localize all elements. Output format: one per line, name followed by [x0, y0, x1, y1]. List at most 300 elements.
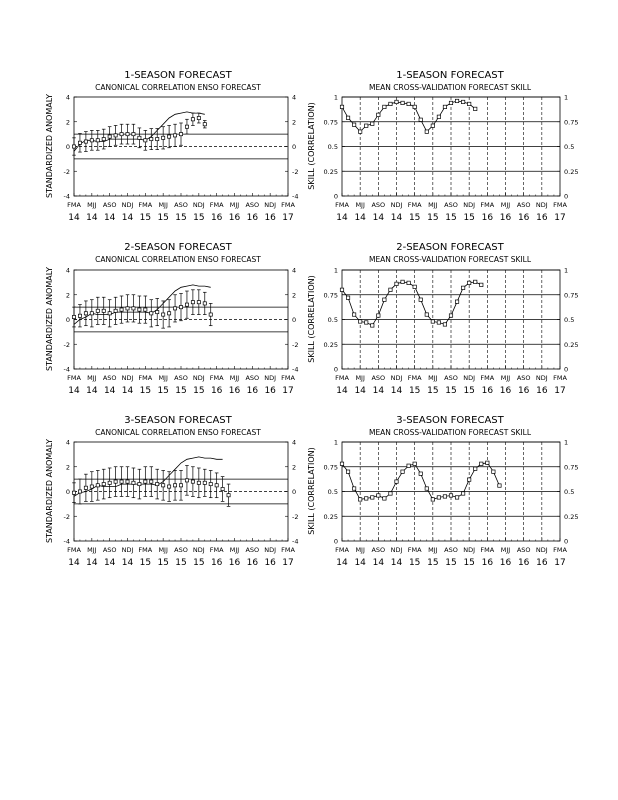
x-tick-label-season: FMA: [209, 374, 224, 382]
x-tick-label-year: 15: [445, 558, 457, 568]
y-tick-label: 0.25: [323, 167, 338, 176]
skill-point: [443, 105, 446, 108]
skill-point: [425, 130, 428, 133]
forecast-point: [72, 315, 75, 318]
x-tick-label-year: 17: [554, 213, 566, 223]
y-tick-label-right: 0.25: [564, 340, 579, 349]
x-tick-label-year: 16: [517, 213, 530, 223]
skill-point: [437, 115, 440, 118]
x-tick-label-season: MJJ: [229, 201, 240, 209]
forecast-point: [150, 137, 153, 140]
forecast-point: [173, 307, 176, 310]
forecast-point: [215, 484, 218, 487]
x-tick-label-year: 14: [354, 558, 366, 568]
x-tick-label-year: 17: [282, 213, 294, 223]
skill-point: [371, 496, 374, 499]
x-tick-label-season: FMA: [335, 374, 349, 382]
skill-point: [352, 123, 355, 126]
skill-point: [358, 320, 361, 323]
forecast-point: [84, 140, 87, 143]
forecast-point: [138, 308, 141, 311]
y-tick-label-right: 0.25: [564, 167, 579, 176]
x-tick-label-season: MJJ: [158, 201, 168, 209]
y-tick-label-right: 1: [564, 93, 569, 102]
skill-point: [455, 99, 458, 102]
y-tick-label: -4: [63, 365, 70, 374]
ylabel-right-3: SKILL (CORRELATION): [307, 447, 316, 535]
forecast-point: [132, 133, 135, 136]
x-tick-label-year: 16: [246, 558, 259, 568]
x-tick-label-season: FMA: [138, 546, 153, 554]
panel-subtitle-right-3: MEAN CROSS-VALIDATION FORECAST SKILL: [368, 428, 532, 437]
x-tick-label-season: MJJ: [428, 374, 438, 382]
skill-point: [461, 286, 464, 289]
x-tick-label-season: MJJ: [229, 546, 240, 554]
y-tick-label: -4: [63, 192, 70, 201]
forecast-point: [156, 482, 159, 485]
x-tick-label-year: 17: [554, 558, 566, 568]
x-tick-label-year: 14: [86, 558, 98, 568]
x-tick-label-year: 16: [481, 213, 494, 223]
skill-point: [474, 107, 477, 110]
x-tick-label-season: NDJ: [192, 374, 205, 382]
x-tick-label-year: 16: [246, 213, 259, 223]
anomaly-chart-1: [64, 94, 299, 224]
x-tick-label-season: MJJ: [355, 201, 365, 209]
skill-point: [467, 281, 470, 284]
skill-point: [474, 467, 477, 470]
y-tick-label: 2: [65, 463, 70, 472]
x-tick-label-year: 14: [68, 213, 80, 223]
x-tick-label-season: ASO: [245, 201, 260, 209]
forecast-point: [144, 139, 147, 142]
x-tick-label-season: NDJ: [121, 374, 134, 382]
y-tick-label-right: 0.5: [564, 488, 575, 496]
x-tick-label-season: ASO: [371, 374, 386, 382]
skill-point: [455, 496, 458, 499]
x-tick-label-year: 14: [121, 558, 134, 568]
skill-point: [383, 105, 386, 108]
x-tick-label-year: 15: [193, 386, 205, 396]
panel-title-left-2: 2-SEASON FORECAST: [124, 242, 232, 253]
forecast-point: [114, 480, 117, 483]
y-tick-label: 0: [65, 316, 70, 324]
x-tick-label-season: FMA: [281, 201, 295, 209]
x-tick-label-season: NDJ: [121, 201, 134, 209]
x-tick-label-season: MJJ: [355, 546, 365, 554]
x-tick-label-year: 16: [481, 386, 494, 396]
skill-point: [437, 321, 440, 324]
forecast-point: [156, 310, 159, 313]
x-tick-label-year: 16: [499, 213, 512, 223]
forecast-point: [78, 490, 81, 493]
forecast-point: [132, 481, 135, 484]
x-tick-label-season: NDJ: [264, 374, 277, 382]
x-tick-label-season: FMA: [67, 201, 81, 209]
skill-point: [486, 461, 489, 464]
x-tick-label-season: ASO: [174, 201, 188, 209]
observed-series-line: [74, 285, 211, 325]
x-tick-label-season: FMA: [281, 374, 295, 382]
x-tick-label-season: NDJ: [535, 201, 548, 209]
ylabel-left-3: STANDARDIZED ANOMALY: [45, 438, 54, 544]
skill-point: [377, 494, 380, 497]
y-tick-label-right: 1: [564, 438, 569, 447]
skill-point: [383, 497, 386, 500]
skill-point: [431, 320, 434, 323]
x-tick-label-year: 15: [408, 213, 421, 223]
panel-subtitle-left-1: CANONICAL CORRELATION ENSO FORECAST: [95, 83, 261, 92]
y-tick-label-right: 0.75: [564, 463, 579, 472]
y-tick-label-right: 0.5: [564, 316, 575, 324]
forecast-point: [191, 118, 194, 121]
forecast-point: [120, 480, 123, 483]
y-tick-label-right: 0.75: [564, 291, 579, 300]
x-tick-label-season: FMA: [67, 546, 81, 554]
forecast-point: [203, 481, 206, 484]
x-tick-label-year: 16: [536, 558, 548, 568]
x-tick-label-season: ASO: [371, 546, 386, 554]
x-tick-label-year: 16: [228, 558, 241, 568]
x-tick-label-year: 16: [536, 386, 548, 396]
x-tick-label-year: 16: [499, 386, 512, 396]
skill-point: [383, 298, 386, 301]
x-tick-label-year: 15: [463, 213, 475, 223]
skill-point: [437, 496, 440, 499]
skill-point: [365, 321, 368, 324]
y-tick-label-right: 4: [292, 266, 297, 275]
x-tick-label-year: 15: [193, 213, 205, 223]
skill-point: [492, 470, 495, 473]
y-tick-label-right: -2: [292, 512, 299, 521]
x-tick-label-season: ASO: [444, 374, 458, 382]
x-tick-label-year: 17: [282, 558, 294, 568]
forecast-point: [156, 137, 159, 140]
x-tick-label-season: FMA: [407, 201, 422, 209]
skill-point: [352, 313, 355, 316]
forecast-point: [120, 133, 123, 136]
forecast-point: [162, 136, 165, 139]
x-tick-label-year: 15: [193, 558, 205, 568]
x-tick-label-year: 17: [554, 386, 566, 396]
y-tick-label-right: 4: [292, 93, 297, 102]
skill-point: [455, 300, 458, 303]
y-tick-label: 4: [65, 93, 70, 102]
forecast-point: [168, 312, 171, 315]
x-tick-label-season: MJJ: [87, 201, 97, 209]
panel-subtitle-left-2: CANONICAL CORRELATION ENSO FORECAST: [95, 255, 261, 264]
x-tick-label-season: MJJ: [158, 546, 168, 554]
x-tick-label-year: 14: [86, 386, 98, 396]
panel-title-left-1: 1-SEASON FORECAST: [124, 70, 232, 81]
y-tick-label: 0: [65, 143, 70, 151]
panel-title-right-2: 2-SEASON FORECAST: [396, 242, 504, 253]
x-tick-label-season: FMA: [335, 546, 349, 554]
skill-point: [346, 470, 349, 473]
y-tick-label: 4: [65, 438, 70, 447]
forecast-point: [96, 484, 99, 487]
x-tick-label-year: 14: [103, 558, 116, 568]
forecast-point: [179, 484, 182, 487]
x-tick-label-season: ASO: [102, 201, 117, 209]
forecast-point: [209, 313, 212, 316]
forecast-point: [96, 309, 99, 312]
forecast-point: [114, 134, 117, 137]
x-tick-label-season: FMA: [281, 546, 295, 554]
x-tick-label-year: 16: [536, 213, 548, 223]
forecast-point: [179, 306, 182, 309]
skill-point: [413, 462, 416, 465]
x-tick-label-season: FMA: [138, 201, 153, 209]
skill-point: [449, 494, 452, 497]
y-tick-label: 0: [333, 192, 338, 201]
y-tick-label-right: 2: [292, 291, 297, 300]
forecast-point: [150, 312, 153, 315]
y-tick-label-right: 0: [292, 488, 297, 496]
x-tick-label-year: 16: [517, 386, 530, 396]
x-tick-label-year: 15: [427, 558, 439, 568]
y-tick-label: 0: [65, 488, 70, 496]
forecast-point: [78, 141, 81, 144]
skill-point: [419, 298, 422, 301]
x-tick-label-season: FMA: [480, 546, 495, 554]
x-tick-label-year: 16: [499, 558, 512, 568]
skill-point: [413, 105, 416, 108]
y-tick-label: 2: [65, 118, 70, 127]
y-tick-label: -2: [63, 512, 70, 521]
x-tick-label-season: ASO: [245, 374, 260, 382]
forecast-point: [114, 309, 117, 312]
x-tick-label-year: 14: [390, 558, 403, 568]
y-tick-label-right: 0: [292, 316, 297, 324]
skill-point: [480, 462, 483, 465]
skill-point: [461, 100, 464, 103]
x-tick-label-season: NDJ: [463, 374, 476, 382]
x-tick-label-season: MJJ: [87, 546, 97, 554]
y-tick-label-right: -2: [292, 167, 299, 176]
ylabel-left-1: STANDARDIZED ANOMALY: [45, 93, 54, 199]
skill-point: [431, 124, 434, 127]
y-tick-label-right: 1: [564, 266, 569, 275]
forecast-point: [72, 145, 75, 148]
x-tick-label-season: FMA: [335, 201, 349, 209]
x-tick-label-year: 15: [139, 213, 152, 223]
forecast-point: [102, 309, 105, 312]
anomaly-chart-2: [64, 267, 299, 397]
y-tick-label: 1: [333, 93, 338, 102]
skill-point: [389, 288, 392, 291]
x-tick-label-year: 14: [68, 386, 80, 396]
x-tick-label-year: 14: [336, 386, 348, 396]
y-tick-label: 0.25: [323, 340, 338, 349]
forecast-point: [197, 116, 200, 119]
x-tick-label-season: NDJ: [192, 201, 205, 209]
skill-chart-3: [324, 439, 579, 569]
x-tick-label-year: 15: [427, 386, 439, 396]
x-tick-label-season: MJJ: [158, 374, 168, 382]
skill-point: [449, 314, 452, 317]
x-tick-label-season: NDJ: [192, 546, 205, 554]
forecast-point: [126, 307, 129, 310]
skill-point: [449, 101, 452, 104]
skill-point: [340, 462, 343, 465]
forecast-point: [197, 301, 200, 304]
skill-point: [401, 101, 404, 104]
skill-point: [425, 313, 428, 316]
x-tick-label-year: 16: [264, 558, 276, 568]
forecast-point: [84, 312, 87, 315]
y-tick-label: 0: [333, 365, 338, 374]
x-tick-label-season: MJJ: [500, 546, 511, 554]
x-tick-label-year: 15: [157, 213, 169, 223]
x-tick-label-season: FMA: [407, 546, 422, 554]
y-tick-label: 4: [65, 266, 70, 275]
x-tick-label-year: 16: [210, 213, 223, 223]
skill-point: [419, 472, 422, 475]
forecast-point: [185, 303, 188, 306]
x-tick-label-year: 15: [463, 386, 475, 396]
x-tick-label-year: 14: [372, 386, 385, 396]
x-tick-label-year: 14: [336, 213, 348, 223]
x-tick-label-year: 15: [157, 386, 169, 396]
x-tick-label-year: 15: [408, 558, 421, 568]
x-tick-label-year: 14: [354, 213, 366, 223]
x-tick-label-year: 16: [264, 213, 276, 223]
x-tick-label-season: MJJ: [355, 374, 365, 382]
x-tick-label-year: 15: [157, 558, 169, 568]
x-tick-label-year: 15: [463, 558, 475, 568]
forecast-point: [138, 136, 141, 139]
x-tick-label-year: 15: [139, 386, 152, 396]
y-tick-label-right: 0.5: [564, 143, 575, 151]
forecast-point: [185, 479, 188, 482]
skill-point: [419, 118, 422, 121]
x-tick-label-year: 17: [282, 386, 294, 396]
y-tick-label-right: -4: [292, 192, 299, 201]
forecast-point: [150, 480, 153, 483]
skill-series-line: [342, 282, 481, 326]
x-tick-label-year: 16: [228, 386, 241, 396]
forecast-point: [191, 301, 194, 304]
skill-point: [407, 464, 410, 467]
skill-point: [389, 102, 392, 105]
x-tick-label-season: MJJ: [428, 201, 438, 209]
y-tick-label: -2: [63, 340, 70, 349]
ylabel-right-2: SKILL (CORRELATION): [307, 275, 316, 363]
y-tick-label: 0.5: [327, 488, 338, 496]
panel-title-right-3: 3-SEASON FORECAST: [396, 415, 504, 426]
forecast-point: [72, 491, 75, 494]
skill-point: [340, 105, 343, 108]
forecast-point: [191, 480, 194, 483]
y-tick-label-right: 2: [292, 118, 297, 127]
skill-point: [467, 478, 470, 481]
y-tick-label-right: 0.25: [564, 512, 579, 521]
skill-point: [467, 102, 470, 105]
skill-point: [371, 324, 374, 327]
forecast-point: [197, 481, 200, 484]
x-tick-label-season: NDJ: [264, 546, 277, 554]
x-tick-label-year: 15: [445, 213, 457, 223]
forecast-point: [168, 135, 171, 138]
y-tick-label: 0.25: [323, 512, 338, 521]
y-tick-label: 1: [333, 438, 338, 447]
skill-point: [395, 282, 398, 285]
y-tick-label: 1: [333, 266, 338, 275]
x-tick-label-season: NDJ: [535, 374, 548, 382]
forecast-point: [168, 485, 171, 488]
x-tick-label-season: ASO: [516, 546, 531, 554]
x-tick-label-season: NDJ: [264, 201, 277, 209]
skill-point: [365, 497, 368, 500]
forecast-point: [126, 133, 129, 136]
x-tick-label-year: 16: [210, 558, 223, 568]
x-tick-label-year: 14: [68, 558, 80, 568]
skill-point: [346, 296, 349, 299]
y-tick-label: 0: [333, 537, 338, 546]
forecast-point: [227, 494, 230, 497]
forecast-point: [144, 480, 147, 483]
y-tick-label-right: 4: [292, 438, 297, 447]
x-tick-label-season: ASO: [174, 546, 188, 554]
anomaly-chart-3: [64, 439, 299, 569]
x-tick-label-season: NDJ: [390, 546, 403, 554]
skill-point: [443, 495, 446, 498]
x-tick-label-season: FMA: [480, 201, 495, 209]
x-tick-label-season: ASO: [371, 201, 386, 209]
x-tick-label-season: NDJ: [390, 374, 403, 382]
skill-point: [340, 288, 343, 291]
forecast-point: [108, 135, 111, 138]
forecast-point: [221, 487, 224, 490]
skill-point: [358, 498, 361, 501]
skill-point: [413, 285, 416, 288]
y-tick-label: 0.5: [327, 316, 338, 324]
panel-title-left-3: 3-SEASON FORECAST: [124, 415, 232, 426]
forecast-point: [102, 482, 105, 485]
x-tick-label-season: ASO: [102, 374, 117, 382]
forecast-point: [209, 482, 212, 485]
y-tick-label-right: -4: [292, 365, 299, 374]
forecast-point: [185, 125, 188, 128]
skill-point: [431, 498, 434, 501]
x-tick-label-season: MJJ: [87, 374, 97, 382]
skill-point: [401, 470, 404, 473]
forecast-point: [108, 312, 111, 315]
x-tick-label-season: NDJ: [535, 546, 548, 554]
skill-point: [365, 124, 368, 127]
observed-series-line: [74, 457, 223, 497]
skill-point: [401, 280, 404, 283]
panel-subtitle-left-3: CANONICAL CORRELATION ENSO FORECAST: [95, 428, 261, 437]
x-tick-label-year: 15: [175, 386, 187, 396]
skill-point: [346, 116, 349, 119]
y-tick-label: 2: [65, 291, 70, 300]
y-tick-label-right: 0: [564, 365, 569, 374]
forecast-point: [144, 308, 147, 311]
x-tick-label-year: 16: [246, 386, 259, 396]
x-tick-label-year: 15: [408, 386, 421, 396]
forecast-point: [162, 484, 165, 487]
x-tick-label-season: FMA: [553, 546, 567, 554]
y-tick-label-right: 0: [564, 537, 569, 546]
y-tick-label: 0.5: [327, 143, 338, 151]
x-tick-label-year: 16: [481, 558, 494, 568]
x-tick-label-year: 15: [175, 558, 187, 568]
y-tick-label-right: 0: [292, 143, 297, 151]
forecast-point: [162, 313, 165, 316]
skill-point: [425, 487, 428, 490]
